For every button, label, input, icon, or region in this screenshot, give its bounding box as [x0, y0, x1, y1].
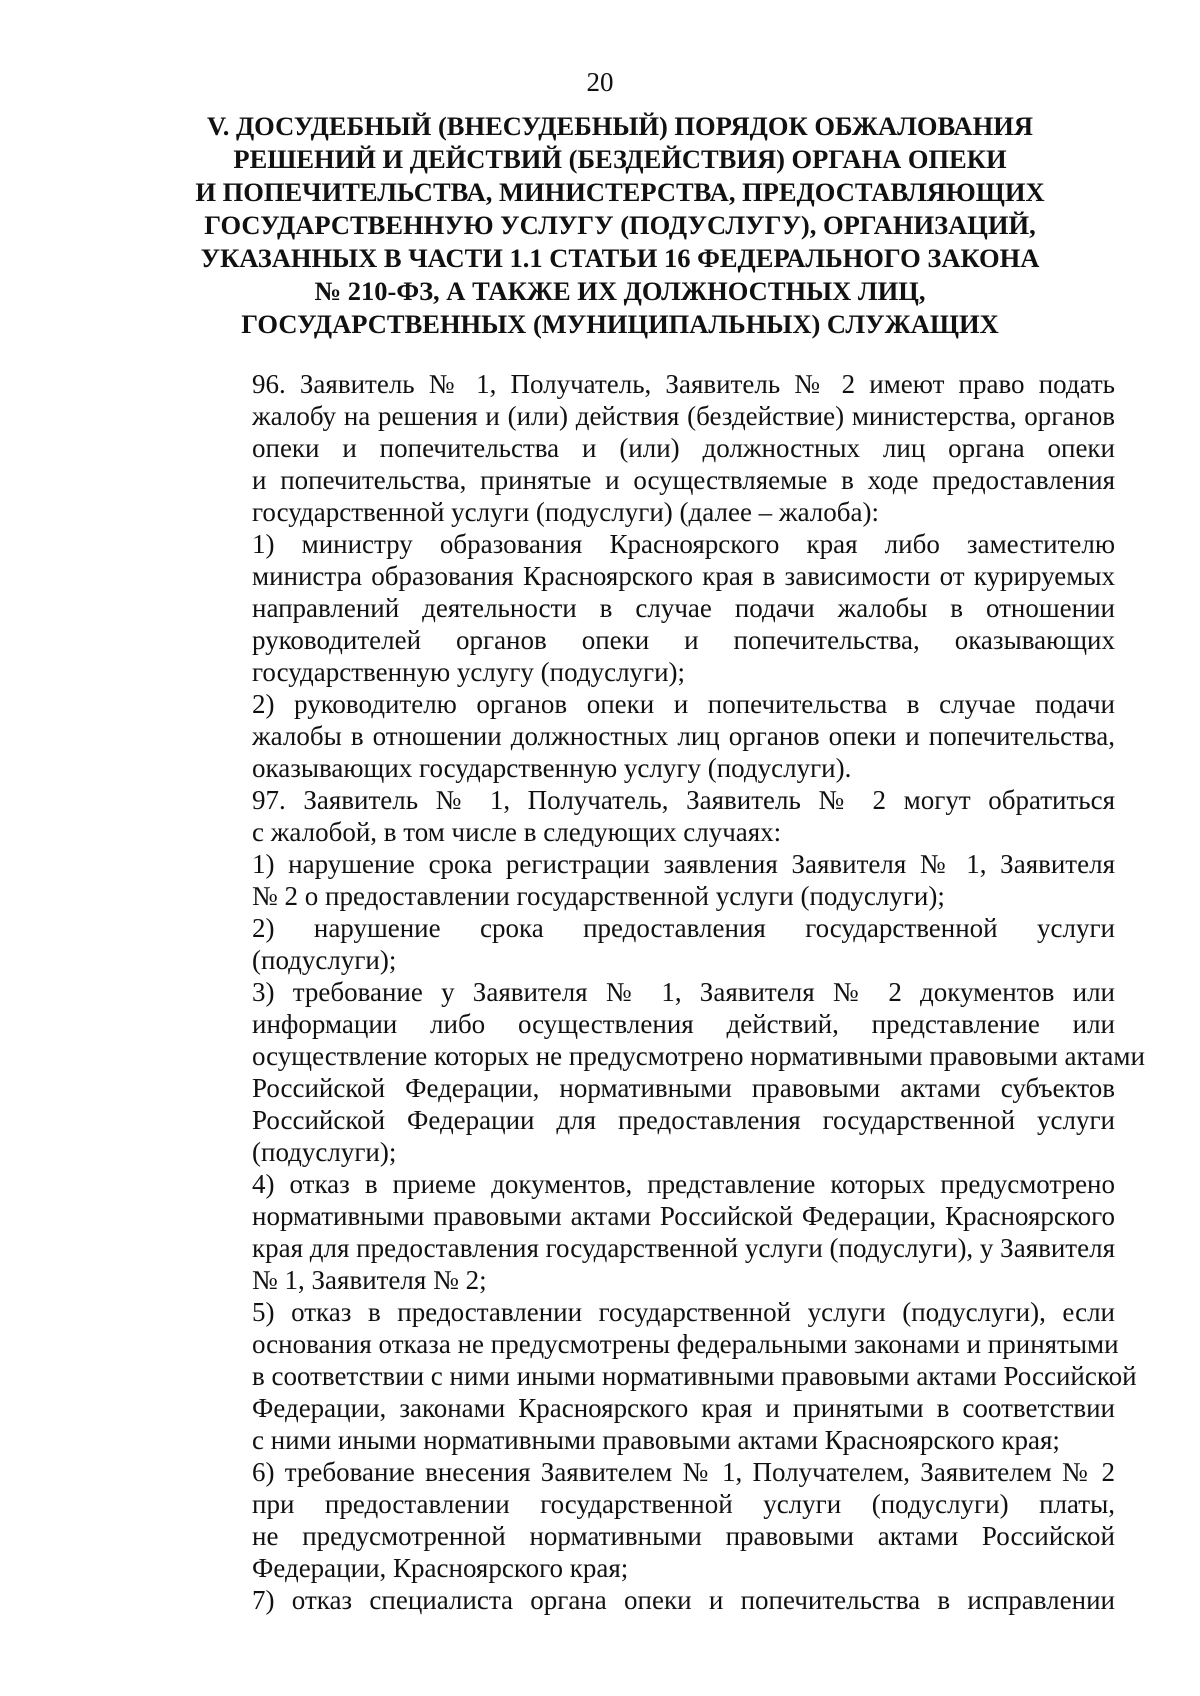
- paragraph-97-item-2: [180, 912, 1115, 976]
- text-line: с ними иными нормативными правовыми актами Красноярского края;: [252, 1425, 1060, 1455]
- text-line: нормативными правовыми актами Российской Федерации, Красноярского: [252, 1201, 1115, 1231]
- text-line: № 2 о предоставлении государственной услуги (подуслуги);: [252, 881, 945, 911]
- text-line: и попечительства, принятые и осуществляемые в ходе предоставления: [252, 465, 1115, 495]
- paragraph-96-item-2: [180, 688, 1115, 784]
- text-line: в соответствии с ними иными нормативными правовыми актами Российской: [252, 1361, 1137, 1391]
- paragraph-97-item-6: [180, 1456, 1115, 1584]
- paragraph-97-item-4: [180, 1168, 1115, 1296]
- text-line: (подуслуги);: [252, 945, 397, 975]
- section-title: [160, 110, 1080, 341]
- text-line: 97. Заявитель № 1, Получатель, Заявитель № 2 могут обратиться: [252, 785, 1115, 815]
- text-line: министра образования Красноярского края в зависимости от курируемых: [252, 561, 1115, 591]
- text-line: (подуслуги);: [252, 1137, 397, 1167]
- section-title-line: № 210-ФЗ, А ТАКЖЕ ИХ ДОЛЖНОСТНЫХ ЛИЦ,: [314, 276, 926, 306]
- text-line: 4) отказ в приеме документов, представление которых предусмотрено: [252, 1169, 1115, 1199]
- text-line: 2) руководителю органов опеки и попечительства в случае подачи: [252, 689, 1115, 719]
- text-line: информации либо осуществления действий, представление или: [252, 1009, 1115, 1039]
- section-title-line: РЕШЕНИЙ И ДЕЙСТВИЙ (БЕЗДЕЙСТВИЯ) ОРГАНА ОПЕКИ: [233, 144, 1007, 174]
- text-line: государственную услугу (подуслуги);: [252, 657, 686, 687]
- text-line: 1) министру образования Красноярского края либо заместителю: [252, 529, 1115, 559]
- page-number: 20: [586, 67, 614, 97]
- text-line: № 1, Заявителя № 2;: [252, 1265, 487, 1295]
- text-line: 6) требование внесения Заявителем № 1, Получателем, Заявителем № 2: [252, 1457, 1115, 1487]
- text-line: жалобу на решения и (или) действия (бездействие) министерства, органов: [252, 401, 1115, 431]
- text-line: оказывающих государственную услугу (подуслуги).: [252, 753, 852, 783]
- text-line: 5) отказ в предоставлении государственной услуги (подуслуги), если: [252, 1297, 1115, 1327]
- paragraph-97-item-7: [180, 1584, 1115, 1616]
- text-line: жалобы в отношении должностных лиц органов опеки и попечительства,: [252, 721, 1115, 751]
- text-line: Федерации, Красноярского края;: [252, 1553, 629, 1583]
- text-line: не предусмотренной нормативными правовыми актами Российской: [252, 1521, 1115, 1551]
- section-title-line: ГОСУДАРСТВЕННЫХ (МУНИЦИПАЛЬНЫХ) СЛУЖАЩИХ: [241, 309, 999, 339]
- text-line: Федерации, законами Красноярского края и принятыми в соответствии: [252, 1393, 1115, 1423]
- text-line: Российской Федерации, нормативными правовыми актами субъектов: [252, 1073, 1115, 1103]
- text-line: государственной услуги (подуслуги) (далее – жалоба):: [252, 497, 879, 527]
- text-line: опеки и попечительства и (или) должностных лиц органа опеки: [252, 433, 1115, 463]
- section-title-line: ГОСУДАРСТВЕННУЮ УСЛУГУ (ПОДУСЛУГУ), ОРГАНИЗАЦИЙ,: [204, 210, 1036, 240]
- text-line: 96. Заявитель № 1, Получатель, Заявитель № 2 имеют право подать: [252, 369, 1115, 399]
- text-line: 1) нарушение срока регистрации заявления Заявителя № 1, Заявителя: [252, 849, 1115, 879]
- paragraph-97: [180, 784, 1115, 848]
- text-line: основания отказа не предусмотрены федеральными законами и принятыми: [252, 1329, 1119, 1359]
- text-line: 2) нарушение срока предоставления государственной услуги: [252, 913, 1115, 943]
- paragraph-97-item-5: [180, 1296, 1137, 1456]
- text-line: руководителей органов опеки и попечительства, оказывающих: [252, 625, 1115, 655]
- paragraph-97-item-1: [180, 848, 1115, 912]
- text-line: с жалобой, в том числе в следующих случаях:: [252, 817, 782, 847]
- section-title-line: УКАЗАННЫХ В ЧАСТИ 1.1 СТАТЬИ 16 ФЕДЕРАЛЬНОГО ЗАКОНА: [200, 243, 1040, 273]
- text-line: направлений деятельности в случае подачи жалобы в отношении: [252, 593, 1115, 623]
- text-line: 7) отказ специалиста органа опеки и попечительства в исправлении: [252, 1585, 1115, 1615]
- paragraph-96: [180, 368, 1115, 528]
- text-line: при предоставлении государственной услуги (подуслуги) платы,: [252, 1489, 1115, 1519]
- section-title-line: И ПОПЕЧИТЕЛЬСТВА, МИНИСТЕРСТВА, ПРЕДОСТАВЛЯЮЩИХ: [195, 177, 1045, 207]
- body-text: [180, 368, 1145, 1616]
- text-line: 3) требование у Заявителя № 1, Заявителя № 2 документов или: [252, 977, 1115, 1007]
- text-line: осуществление которых не предусмотрено нормативными правовыми актами: [252, 1041, 1145, 1071]
- paragraph-96-item-1: [180, 528, 1115, 688]
- paragraph-97-item-3: [180, 976, 1145, 1168]
- section-title-line: V. ДОСУДЕБНЫЙ (ВНЕСУДЕБНЫЙ) ПОРЯДОК ОБЖАЛОВАНИЯ: [206, 111, 1034, 141]
- text-line: Российской Федерации для предоставления государственной услуги: [252, 1105, 1115, 1135]
- text-line: края для предоставления государственной услуги (подуслуги), у Заявителя: [252, 1233, 1115, 1263]
